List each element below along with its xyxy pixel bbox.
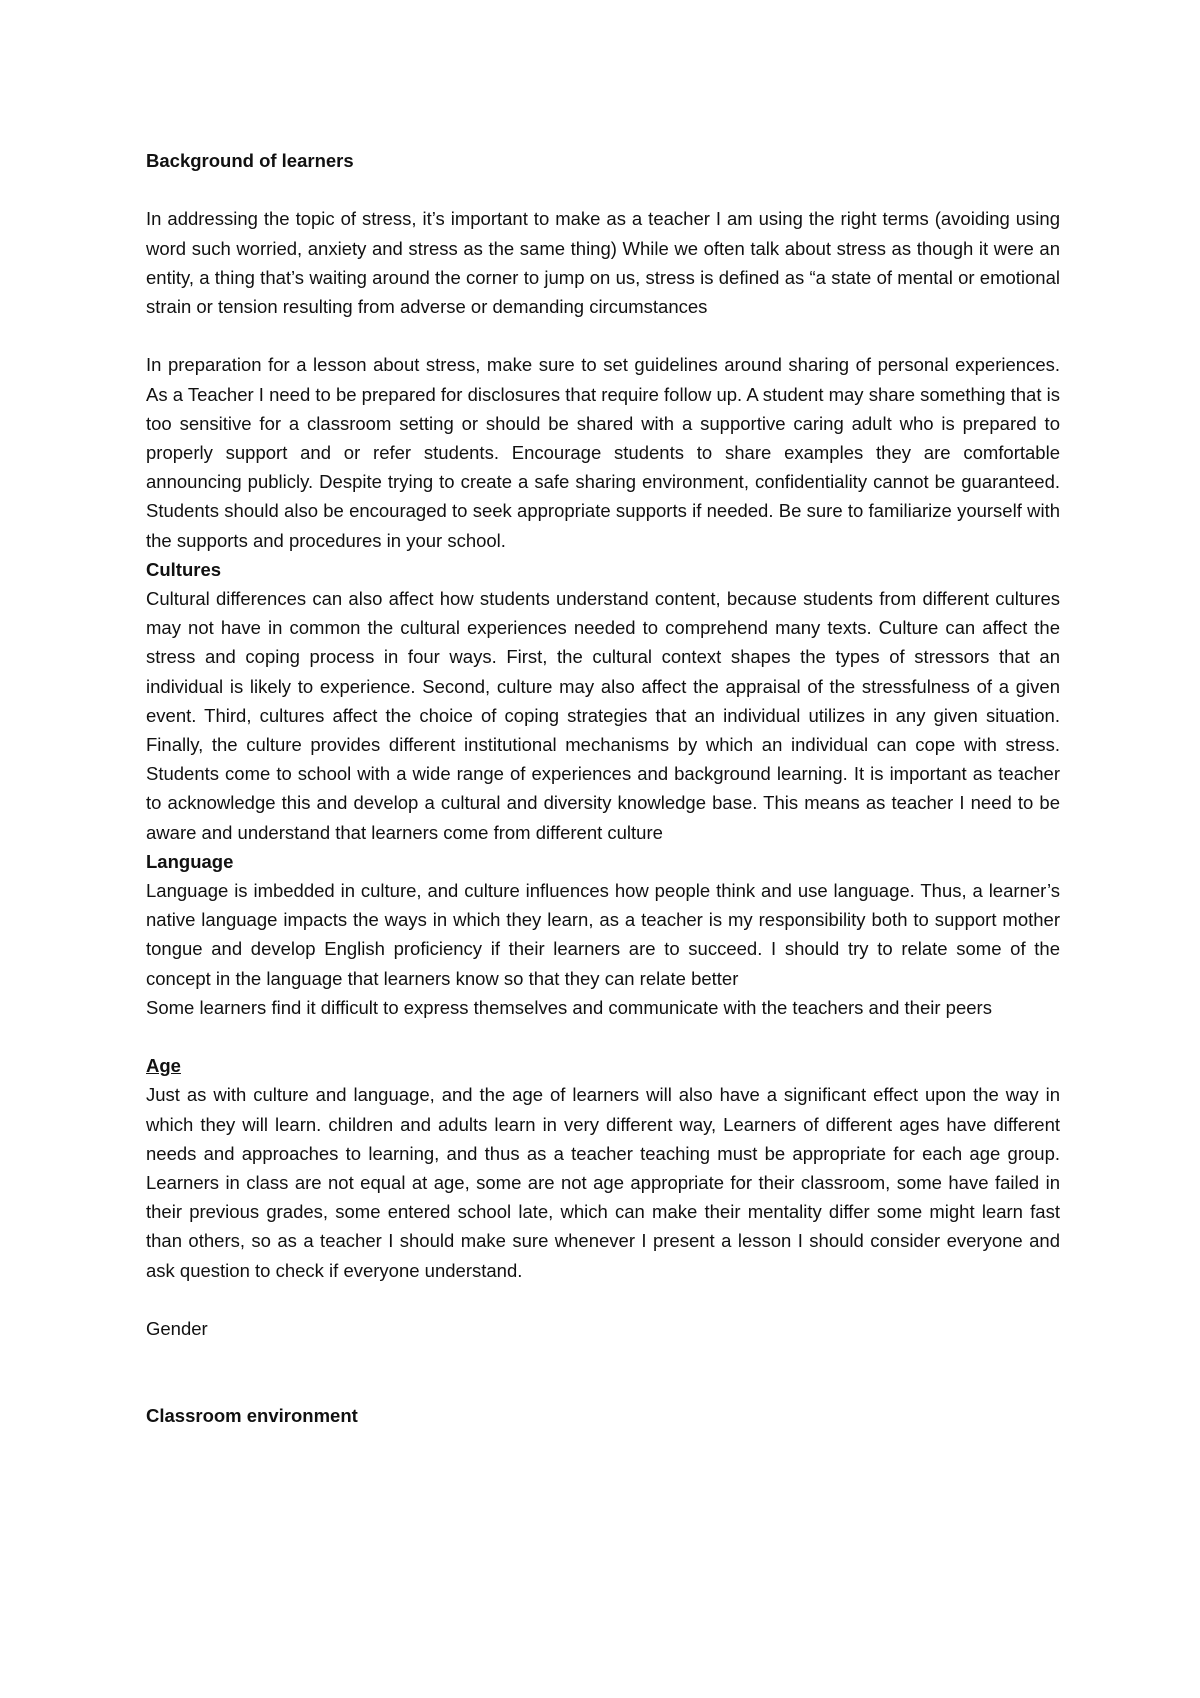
spacer [146,175,1060,204]
spacer [146,1343,1060,1401]
language-heading: Language [146,850,234,872]
document-page [146,146,1060,1430]
intro-paragraph-1: In addressing the topic of stress, it’s important to make as a teacher I am using the right terms (avoiding using word such worried, anxiety and stress as the same thing) While we often talk about stress as though it were an entity, a thing that’s waiting around the corner to jump on us, stress is defined as “a state of mental or emotional strain or tension resulting from adverse or demanding circumstances [146,208,1060,317]
age-paragraph: Just as with culture and language, and the age of learners will also have a significant effect upon the way in which they will learn. children and adults learn in very different way, Learners of different ages have different needs and approaches to learning, and thus as a teacher teaching must be appropriate for each age group. Learners in class are not equal at age, some are not age appropriate for their classroom, some have failed in their previous grades, some entered school late, which can make their mentality differ some might learn fast than others, so as a teacher I should make sure whenever I present a lesson I should consider everyone and ask question to check if everyone understand. [146,1084,1060,1281]
spacer [146,321,1060,350]
intro-paragraph-2: In preparation for a lesson about stress, make sure to set guidelines around sharing of personal experiences. As a Teacher I need to be prepared for disclosures that require follow up. A student may share something that is too sensitive for a classroom setting or should be shared with a supportive caring adult who is prepared to properly support and or refer students. Encourage students to share examples they are comfortable announcing publicly. Despite trying to create a safe sharing environment, confidentiality cannot be guaranteed. Students should also be encouraged to seek appropriate supports if needed. Be sure to familiarize yourself with the supports and procedures in your school. [146,354,1060,551]
language-paragraph: Language is imbedded in culture, and culture influences how people think and use language. Thus, a learner’s native language impacts the ways in which they learn, as a teacher is my responsibility both to support mother tongue and develop English proficiency if their learners are to succeed. I should try to relate some of the concept in the language that learners know so that they can relate better [146,880,1060,989]
cultures-paragraph: Cultural differences can also affect how students understand content, because students from different cultures may not have in common the cultural experiences needed to comprehend many texts. Culture can affect the stress and coping process in four ways. First, the cultural context shapes the types of stressors that an individual is likely to experience. Second, culture may also affect the appraisal of the stressfulness of a given event. Third, cultures affect the choice of coping strategies that an individual utilizes in any given situation. Finally, the culture provides different institutional mechanisms by which an individual can cope with stress. Students come to school with a wide range of experiences and background learning. It is important as teacher to acknowledge this and develop a cultural and diversity knowledge base. This means as teacher I need to be aware and understand that learners come from different culture [146,588,1060,843]
cultures-heading: Cultures [146,558,222,580]
spacer [146,1285,1060,1314]
age-heading: Age [146,1055,181,1077]
document-title: Background of learners [146,150,354,171]
gender-heading: Gender [146,1318,208,1340]
spacer [146,1022,1060,1051]
classroom-environment-heading: Classroom environment [146,1405,358,1427]
language-paragraph-2: Some learners find it difficult to express themselves and communicate with the teachers and their peers [146,996,992,1018]
